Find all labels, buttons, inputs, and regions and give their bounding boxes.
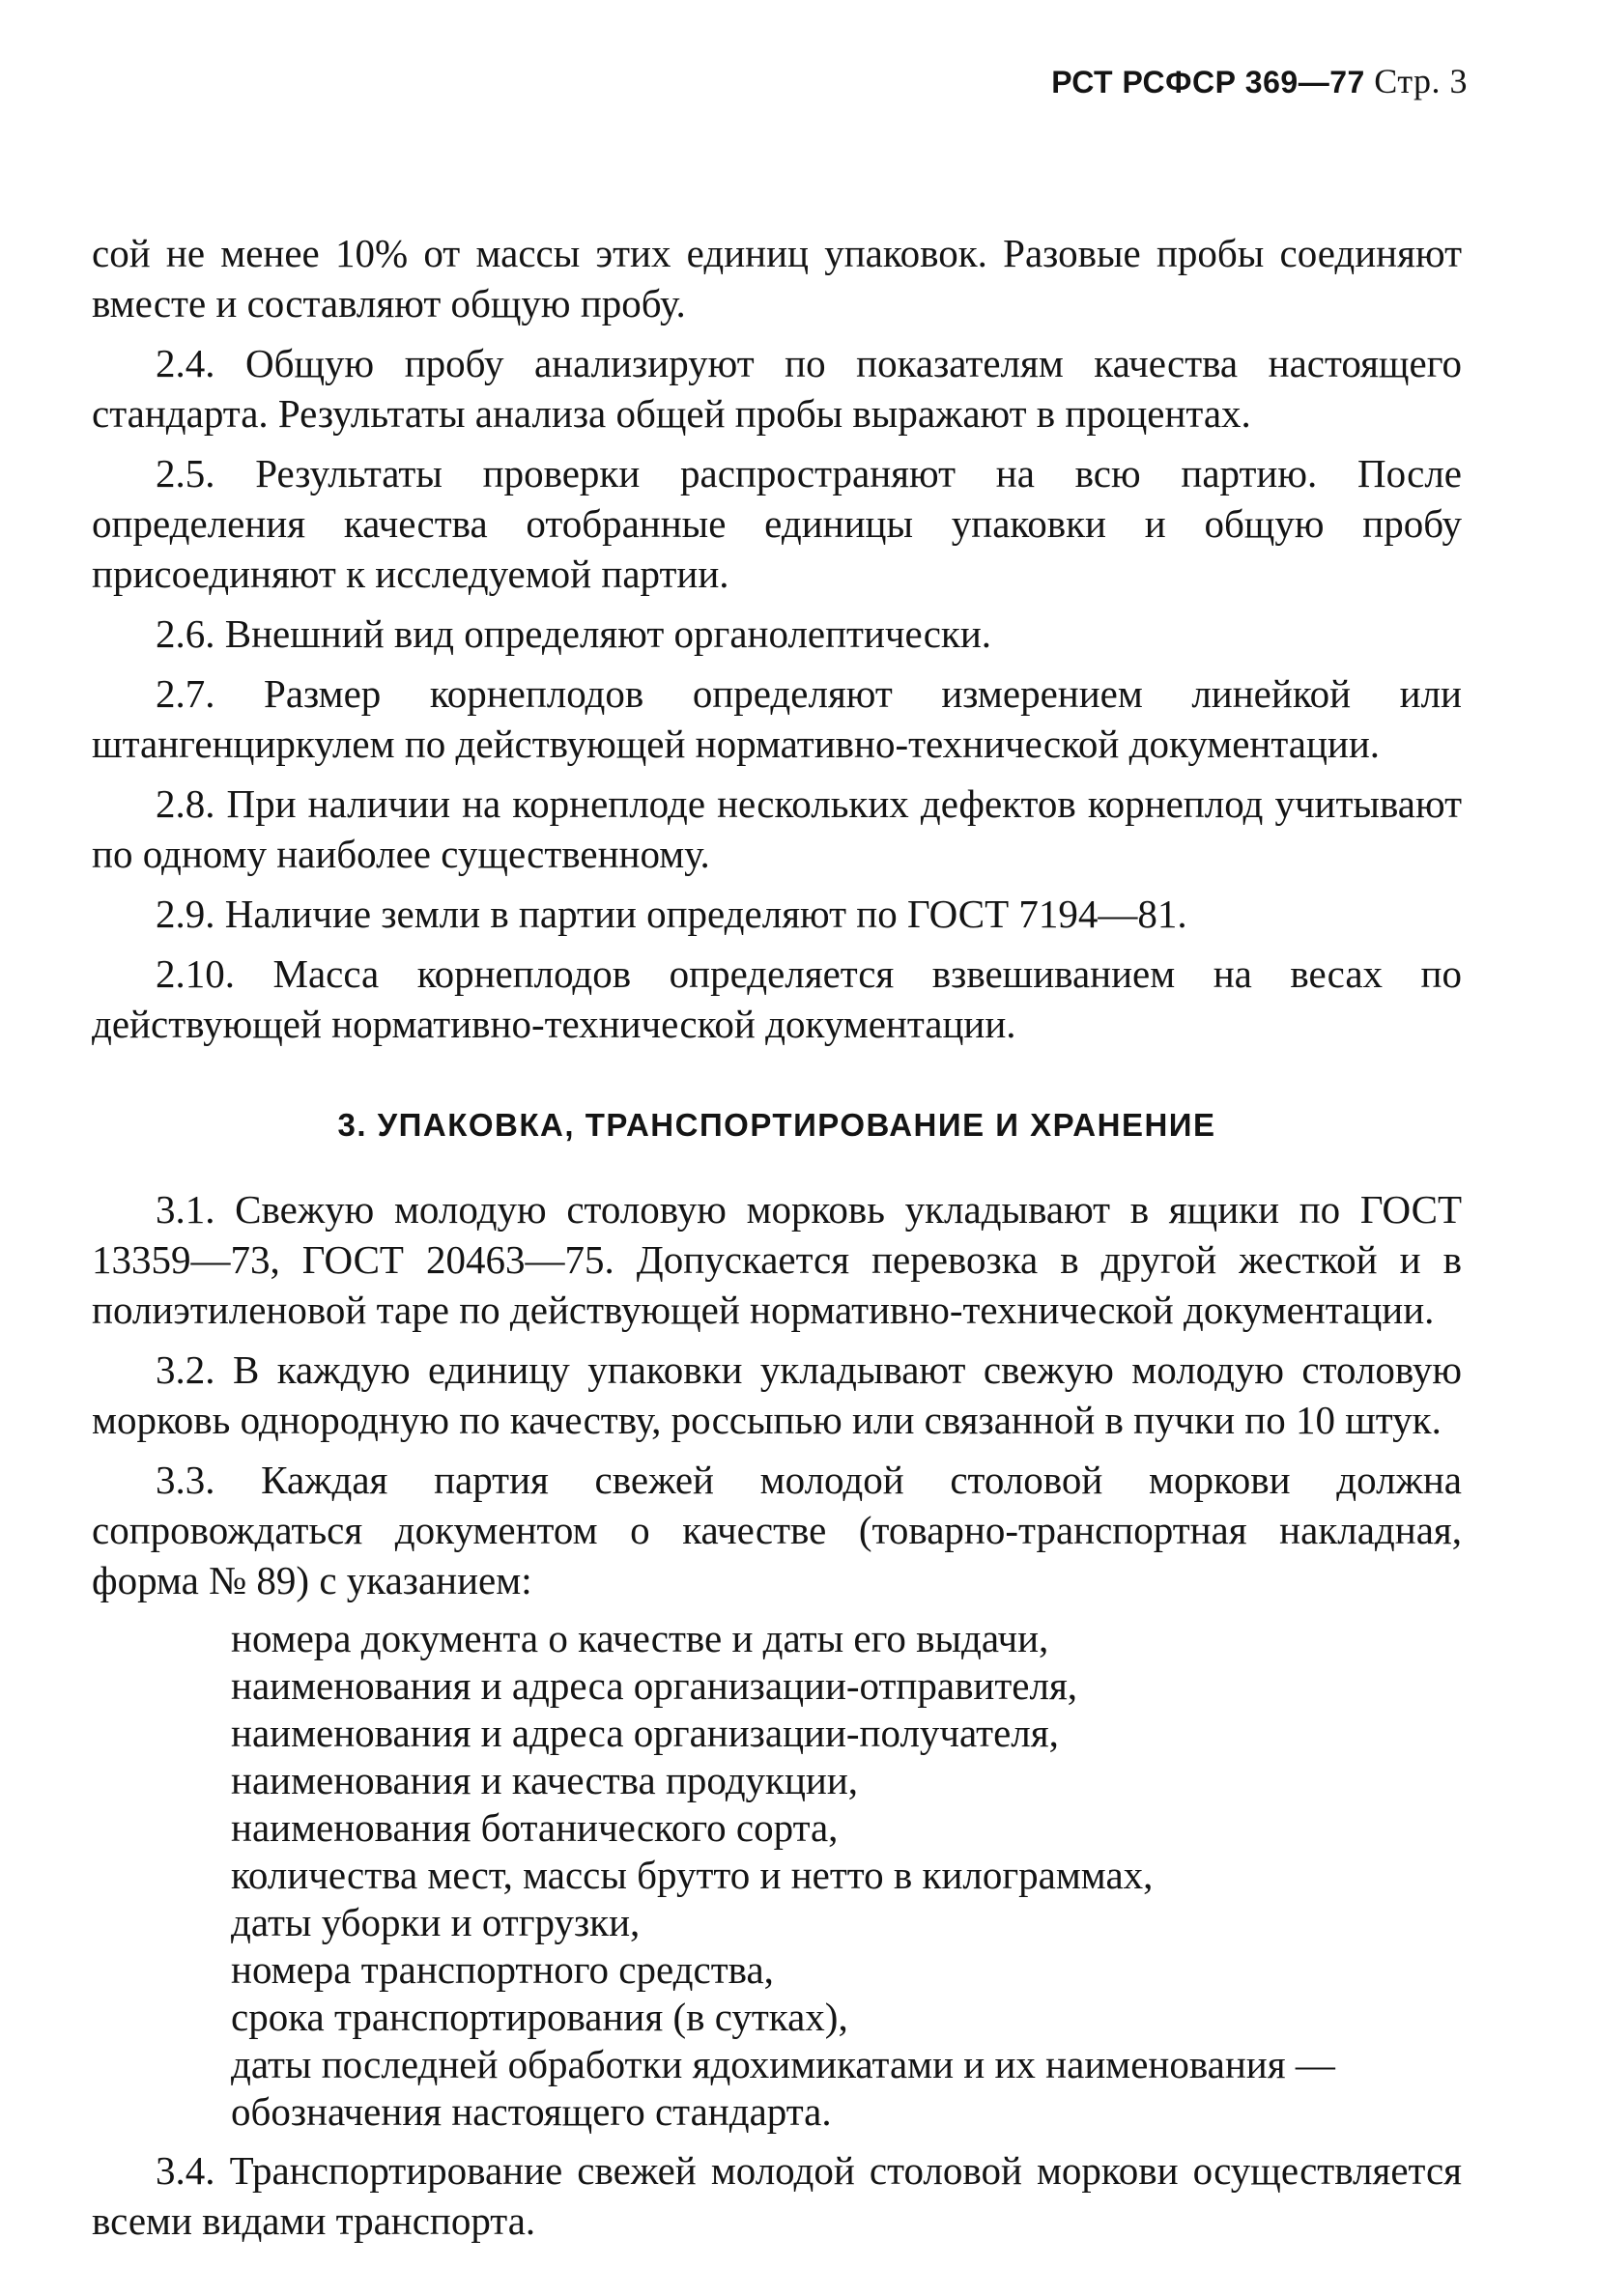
paragraph-3-3: 3.3. Каждая партия свежей молодой столовой моркови должна сопровождаться документом о качестве (товарно-транспортная накладная, форма № 89) с указанием: — [92, 1458, 1462, 1602]
page-header — [92, 60, 1468, 120]
paragraph-2-5: 2.5. Результаты проверки распространяют на всю партию. После определения качества отобранные единицы упаковки и общую пробу присоединяют к исследуемой партии. — [92, 451, 1462, 596]
list-item: номера транспортного средства, — [231, 1947, 774, 1992]
paragraph-3-2: 3.2. В каждую единицу упаковки укладывают свежую молодую столовую морковь однородную по качеству, россыпью или связанной в пучки по 10 штук. — [92, 1347, 1462, 1442]
list-item: даты последней обработки ядохимикатами и их наименования — обозначения настоящего стандарта. — [231, 2042, 1335, 2134]
paragraph-3-4: 3.4. Транспортирование свежей молодой столовой моркови осуществляется всеми видами транспорта. — [92, 2148, 1462, 2243]
paragraph-2-9: 2.9. Наличие земли в партии определяют по ГОСТ 7194—81. — [156, 892, 1187, 936]
list-item: наименования ботанического сорта, — [231, 1805, 839, 1850]
paragraph-continuation: сой не менее 10% от массы этих единиц упаковок. Разовые пробы соединяют вместе и составляют общую пробу. — [92, 231, 1462, 326]
paragraph-2-8: 2.8. При наличии на корнеплоде нескольких дефектов корнеплод учитывают по одному наиболее существенному. — [92, 781, 1462, 876]
list-item: наименования и адреса организации-получателя, — [231, 1711, 1059, 1755]
paragraph-2-7: 2.7. Размер корнеплодов определяют измерением линейкой или штангенциркулем по действующей нормативно-технической документации. — [92, 671, 1462, 766]
paragraph-2-6: 2.6. Внешний вид определяют органолептически. — [156, 611, 992, 656]
list-item: даты уборки и отгрузки, — [231, 1900, 641, 1944]
list-item: наименования и адреса организации-отправителя, — [231, 1663, 1078, 1708]
paragraph-2-10: 2.10. Масса корнеплодов определяется взвешиванием на весах по действующей нормативно-технической документации. — [92, 951, 1462, 1046]
list-item: количества мест, массы брутто и нетто в килограммах, — [231, 1853, 1154, 1897]
document-body — [92, 228, 1462, 2246]
list-item: наименования и качества продукции, — [231, 1758, 859, 1802]
section-title: 3. УПАКОВКА, ТРАНСПОРТИРОВАНИЕ И ХРАНЕНИЕ — [337, 1107, 1216, 1143]
document-code: РСТ РСФСР 369—77 — [1051, 65, 1365, 99]
paragraph-2-4: 2.4. Общую пробу анализируют по показателям качества настоящего стандарта. Результаты анализа общей пробы выражают в процентах. — [92, 341, 1462, 436]
paragraph-3-1: 3.1. Свежую молодую столовую морковь укладывают в ящики по ГОСТ 13359—73, ГОСТ 20463—75. Допускается перевозка в другой жесткой и в полиэтиленовой таре по действующей нормативно-технической документации. — [92, 1187, 1462, 1332]
page-number: Стр. 3 — [1374, 62, 1468, 100]
list-item: номера документа о качестве и даты его выдачи, — [231, 1616, 1049, 1660]
requirements-list — [92, 1615, 1462, 2136]
list-item: срока транспортирования (в сутках), — [231, 1995, 848, 2039]
